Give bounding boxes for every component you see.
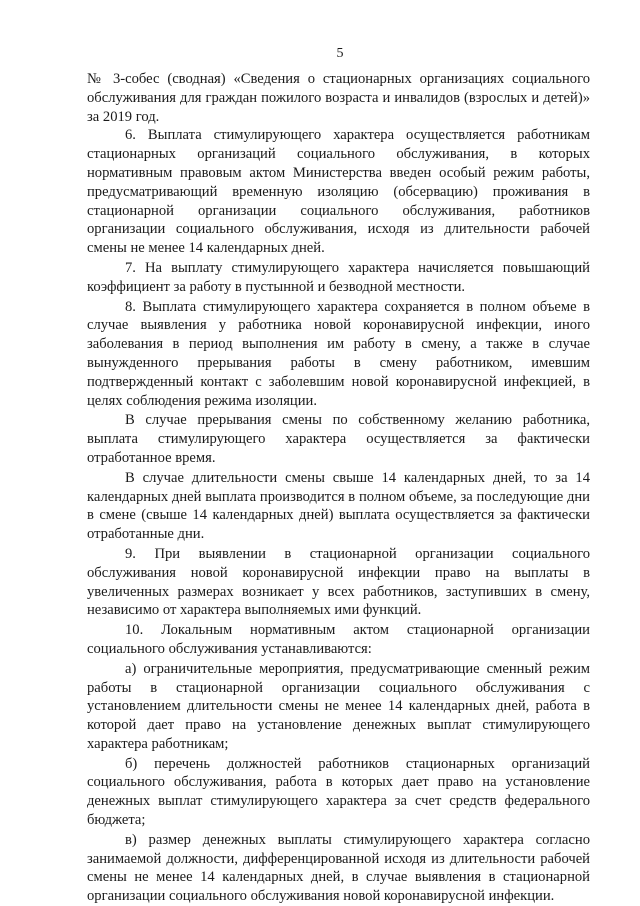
page-number: 5 xyxy=(336,46,344,61)
paragraph-item-10b: б) перечень должностей работников стационарных организаций социального обслуживания, работа в которых дает право на установление денежных выплат стимулирующего характера за счет средств федерального бюджета; xyxy=(87,755,590,829)
paragraph-item-9: 9. При выявлении в стационарной организации социального обслуживания новой коронавирусной инфекции право на выплаты в увеличенных размерах возникает у всех работников, заступивших в смену, независимо от характера выполняемых ими функций. xyxy=(87,545,590,619)
paragraph-duration: В случае длительности смены свыше 14 календарных дней, то за 14 календарных дней выплата производится в полном объеме, за последующие дни в смене (свыше 14 календарных дней) выплата осуществляется за фактически отработанные дни. xyxy=(87,469,590,543)
paragraph-item-7: 7. На выплату стимулирующего характера начисляется повышающий коэффициент за работу в пустынной и безводной местности. xyxy=(87,259,590,295)
paragraph-item-8: 8. Выплата стимулирующего характера сохраняется в полном объеме в случае выявления у работника новой коронавирусной инфекции, иного заболевания в период выполнения им работу в смену, а также в случае вынужденного прерывания работы в смену работником, имевшим подтвержденный контакт с заболевшим новой коронавирусной инфекцией, в целях соблюдения режима изоляции. xyxy=(87,298,590,409)
paragraph-item-6: 6. Выплата стимулирующего характера осуществляется работникам стационарных организаций социального обслуживания, в которых нормативным правовым актом Министерства введен особый режим работы, предусматривающий временную изоляцию (обсервацию) проживания в стационарной организации социального обслуживания, работников организации социального обслуживания, исходя из длительности рабочей смены не менее 14 календарных дней. xyxy=(87,127,590,257)
paragraph-interruption: В случае прерывания смены по собственному желанию работника, выплата стимулирующего характера осуществляется за фактически отработанное время. xyxy=(87,412,590,466)
paragraph-item-10: 10. Локальным нормативным актом стационарной организации социального обслуживания устанавливаются: xyxy=(87,622,590,657)
paragraph-continuation: № 3-собес (сводная) «Сведения о стационарных организациях социального обслуживания для граждан пожилого возраста и инвалидов (взрослых и детей)» за 2019 год. xyxy=(87,71,590,125)
document-body xyxy=(87,70,590,906)
paragraph-item-10c: в) размер денежных выплаты стимулирующего характера согласно занимаемой должности, дифференцированной исходя из длительности рабочей смены не менее 14 календарных дней, в случае выявления в стационарной организации социального обслуживания новой коронавирусной инфекции. xyxy=(87,831,590,905)
paragraph-item-10a: а) ограничительные мероприятия, предусматривающие сменный режим работы в стационарной организации социального обслуживания с установлением длительности смены не менее 14 календарных дней, работа в которой дает право на установление денежных выплат стимулирующего характера работникам; xyxy=(87,660,590,752)
